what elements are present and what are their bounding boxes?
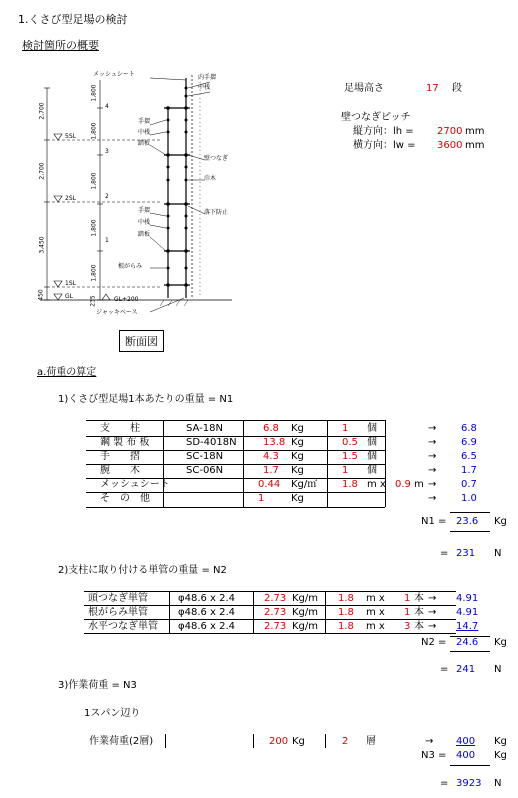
- n2-row-weight-unit: Kg/m: [292, 621, 319, 632]
- n2-n-eq: =: [440, 664, 449, 675]
- n2-row-count-unit: 本: [414, 607, 424, 618]
- tie-label: 壁つなぎピッチ: [341, 112, 411, 123]
- n1-total-value: 23.6: [456, 516, 479, 527]
- n1-row-arrow: →: [428, 479, 437, 490]
- n1-row-qty-unit: 個: [367, 437, 377, 448]
- n2-row-length: 1.8: [338, 607, 354, 618]
- n1-row-arrow: →: [428, 423, 437, 434]
- n2-total-unit: Kg: [494, 637, 507, 648]
- label-jack-base: ジャッキベース: [96, 309, 138, 316]
- label-fall-prevent: 落下防止: [204, 209, 229, 216]
- label-fumiita: 踏板: [138, 140, 151, 147]
- n1-heading: 1)くさび型足場1本あたりの重量 = N1: [58, 394, 234, 405]
- n1-row-weight: 1: [258, 493, 265, 504]
- horizontal-unit: mm: [465, 140, 485, 151]
- n2-row-weight: 2.73: [264, 621, 287, 632]
- dim-450: 450: [37, 289, 45, 301]
- n3-n-unit: N: [494, 778, 502, 789]
- step-4: 4: [105, 103, 109, 110]
- n2-row-spec: φ48.6 x 2.4: [178, 621, 236, 632]
- n1-row-model: SC-06N: [186, 465, 224, 476]
- n2-row-weight: 2.73: [264, 607, 287, 618]
- n1-row-qty: 0.5: [342, 437, 358, 448]
- dim-3450: 3,450: [38, 236, 46, 254]
- n1-row-name: 鋼 製 布 板: [100, 437, 150, 448]
- n1-row-arrow: →: [428, 465, 437, 476]
- n3-result-unit: Kg: [494, 736, 507, 747]
- n2-row-count-unit: 本: [414, 621, 424, 632]
- label-fumiita-2: 踏板: [138, 231, 151, 238]
- n1-row-weight-unit: Kg: [291, 465, 304, 476]
- n2-row-arrow: →: [428, 593, 437, 604]
- label-gl: GL: [65, 293, 73, 300]
- n3-n-value: 3923: [456, 778, 482, 789]
- n1-total-unit: Kg: [494, 516, 507, 527]
- n1-total-label: N1 =: [421, 516, 447, 527]
- dim-1800e: 1,800: [90, 264, 98, 282]
- n1-n-unit: N: [494, 548, 502, 559]
- n3-arrow: →: [425, 736, 434, 747]
- n2-row-weight-unit: Kg/m: [292, 593, 319, 604]
- n3-n-eq: =: [440, 778, 449, 789]
- n1-row-model: SA-18N: [186, 423, 223, 434]
- n1-row-qty-unit: 個: [367, 465, 377, 476]
- n2-row-count: 3: [404, 621, 411, 632]
- n3-sub: 1スパン辺り: [84, 708, 141, 719]
- label-1sl: 1SL: [65, 280, 76, 287]
- dim-2700b: 2,700: [38, 162, 46, 180]
- horizontal-value: 3600: [437, 140, 463, 151]
- n1-row-name: そ の 他: [100, 493, 150, 504]
- label-mesh-sheet: メッシュシート: [93, 71, 135, 78]
- step-2: 2: [105, 193, 109, 200]
- n2-heading: 2)支柱に取り付ける単管の重量 = N2: [58, 565, 227, 576]
- label-gl200: GL+200: [114, 296, 139, 303]
- n1-row-result: 1.0: [461, 493, 477, 504]
- n3-weight: 200: [269, 736, 289, 747]
- n2-row-length-unit: m x: [366, 607, 385, 618]
- n1-row-qty: 1: [342, 465, 349, 476]
- n1-row-name: メッシュシート: [100, 479, 170, 490]
- n2-row-name: 水平つなぎ単管: [88, 621, 158, 632]
- label-2sl: 2SL: [65, 195, 76, 202]
- n2-row-arrow: →: [428, 621, 437, 632]
- n1-row-arrow: →: [428, 451, 437, 462]
- n1-row-result: 6.5: [461, 451, 477, 462]
- height-value: 17: [426, 83, 439, 94]
- scaffold-drawing: [0, 0, 518, 350]
- n1-row-weight: 6.8: [263, 423, 279, 434]
- n2-row-length-unit: m x: [366, 593, 385, 604]
- dim-1800a: 1,800: [90, 84, 98, 102]
- n3-total-unit: Kg: [494, 750, 507, 761]
- n2-row-arrow: →: [428, 607, 437, 618]
- n1-n-value: 231: [456, 548, 476, 559]
- label-nakasan: 中桟: [138, 129, 151, 136]
- n1-row-model: SD-4018N: [186, 437, 237, 448]
- vertical-value: 2700: [437, 126, 463, 137]
- vertical-unit: mm: [465, 126, 485, 137]
- n1-row-name: 手 摺: [100, 451, 140, 462]
- n2-row-result: 4.91: [456, 593, 479, 604]
- n1-row-weight: 1.7: [263, 465, 279, 476]
- section-heading: 検討箇所の概要: [22, 39, 99, 52]
- section-diagram: [0, 0, 518, 350]
- n1-row-weight: 13.8: [263, 437, 286, 448]
- n1-row-weight-unit: Kg: [291, 451, 304, 462]
- n1-row-qty: 1.5: [342, 451, 358, 462]
- n3-qty-unit: 層: [366, 736, 376, 747]
- n2-row-count: 1: [404, 607, 411, 618]
- n1-row-qty: 1: [342, 423, 349, 434]
- horizontal-label: 横方向：lw =: [353, 140, 416, 151]
- n3-result: 400: [456, 736, 476, 747]
- n2-row-name: 頭つなぎ単管: [88, 593, 148, 604]
- diagram-caption: 断面図: [119, 330, 164, 352]
- n1-row-result: 6.8: [461, 423, 477, 434]
- n1-row-weight-unit: Kg: [291, 437, 304, 448]
- n2-row-count: 1: [404, 593, 411, 604]
- n1-row-qty-unit: m x: [367, 479, 386, 490]
- n1-row-arrow: →: [428, 437, 437, 448]
- n1-row-weight-unit: Kg/㎡: [291, 479, 318, 490]
- n1-row-name: 支 柱: [100, 423, 140, 434]
- n2-row-result: 4.91: [456, 607, 479, 618]
- n3-row-name: 作業荷重(2層): [89, 736, 154, 747]
- n2-row-weight-unit: Kg/m: [292, 607, 319, 618]
- dim-1800c: 1,800: [90, 172, 98, 190]
- n1-row-qty-unit: 個: [367, 423, 377, 434]
- label-tesuri-2: 手摺: [138, 207, 151, 214]
- label-inner-rail: 内手摺: [198, 74, 217, 81]
- n1-row-weight-unit: Kg: [291, 493, 304, 504]
- n1-row-qty: 1.8: [342, 479, 358, 490]
- n3-qty: 2: [342, 736, 349, 747]
- vertical-label: 縦方向：lh =: [353, 126, 414, 137]
- step-3: 3: [105, 148, 109, 155]
- label-tesuri: 手摺: [138, 118, 151, 125]
- page-title: 1.くさび型足場の検討: [18, 13, 128, 26]
- load-heading: a.荷重の算定: [37, 367, 97, 378]
- n1-row-qty2-unit: m: [414, 479, 424, 490]
- n3-heading: 3)作業荷重 = N3: [58, 680, 137, 691]
- n2-row-length: 1.8: [338, 593, 354, 604]
- n2-total-label: N2 =: [421, 637, 447, 648]
- n2-row-spec: φ48.6 x 2.4: [178, 593, 236, 604]
- label-5sl: 5SL: [65, 133, 76, 140]
- n2-row-length-unit: m x: [366, 621, 385, 632]
- n1-row-arrow: →: [428, 493, 437, 504]
- n2-row-spec: φ48.6 x 2.4: [178, 607, 236, 618]
- label-habaki: 巾木: [204, 175, 217, 182]
- n3-total-value: 400: [456, 750, 476, 761]
- n2-row-count-unit: 本: [414, 593, 424, 604]
- n1-row-result: 1.7: [461, 465, 477, 476]
- label-kabetsunagi: 壁つなぎ: [204, 155, 229, 162]
- n1-row-weight-unit: Kg: [291, 423, 304, 434]
- n1-row-weight: 4.3: [263, 451, 279, 462]
- dim-2700a: 2,700: [38, 102, 46, 120]
- dim-1800d: 1,800: [90, 219, 98, 237]
- dim-235: 235: [89, 295, 97, 307]
- n1-n-eq: =: [440, 548, 449, 559]
- n1-row-qty-unit: 個: [367, 451, 377, 462]
- n2-row-weight: 2.73: [264, 593, 287, 604]
- n2-row-length: 1.8: [338, 621, 354, 632]
- n2-n-value: 241: [456, 664, 476, 675]
- n3-weight-unit: Kg: [292, 736, 305, 747]
- label-mid-rail: 中桟: [198, 84, 211, 91]
- n1-row-name: 腕 木: [100, 465, 140, 476]
- n2-total-value: 24.6: [456, 637, 479, 648]
- n1-row-result: 6.9: [461, 437, 477, 448]
- label-negarami: 根がらみ: [118, 263, 143, 270]
- dim-1800b: 1,800: [90, 122, 98, 140]
- n2-row-result: 14.7: [456, 621, 479, 632]
- n1-row-model: SC-18N: [186, 451, 224, 462]
- height-label: 足場高さ: [344, 83, 384, 94]
- n1-row-weight: 0.44: [258, 479, 281, 490]
- label-nakasan-2: 中桟: [138, 219, 151, 226]
- n1-row-qty2: 0.9: [395, 479, 411, 490]
- height-unit: 段: [452, 83, 462, 94]
- n2-row-name: 根がらみ単管: [88, 607, 148, 618]
- step-1: 1: [105, 237, 109, 244]
- n1-row-result: 0.7: [461, 479, 477, 490]
- n2-n-unit: N: [494, 664, 502, 675]
- n3-total-label: N3 =: [421, 750, 447, 761]
